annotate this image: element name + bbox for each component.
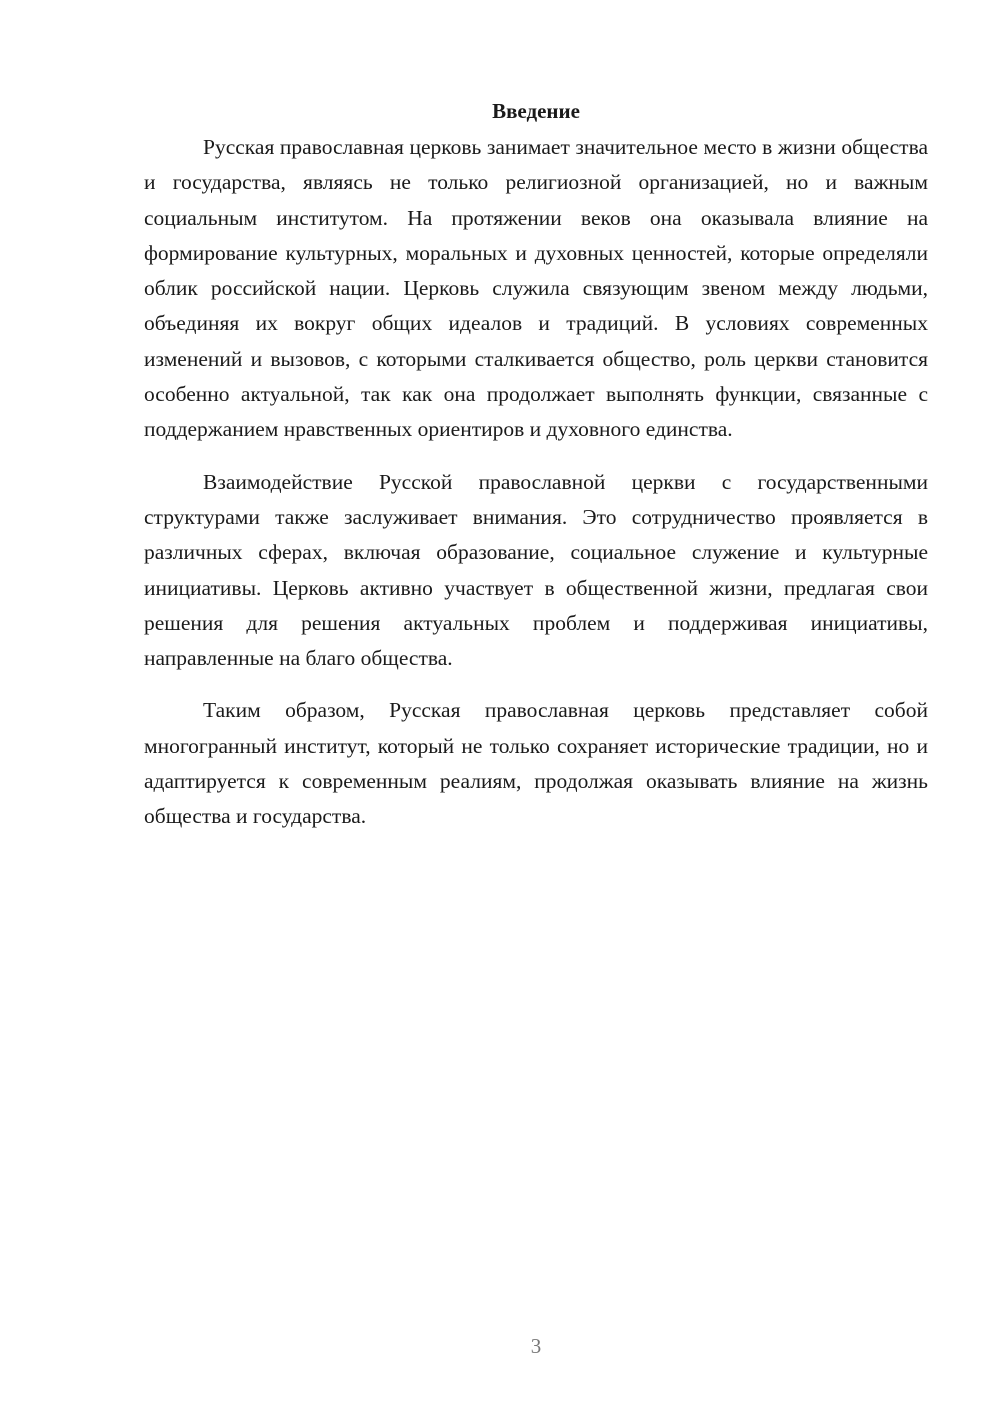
paragraph-3: Таким образом, Русская православная церковь представляет собой многогранный институт, который не только сохраняет исторические традиции, но и адаптируется к современным реалиям, продолжая оказывать влияние на жизнь общества и государства. bbox=[144, 698, 928, 829]
paragraph-1: Русская православная церковь занимает значительное место в жизни общества и государства, являясь не только религиозной организацией, но и важным социальным институтом. На протяжении веков она оказывала влияние на формирование культурных, моральных и духовных ценностей, которые определяли облик российской нации. Церковь служила связующим звеном между людьми, объединяя их вокруг общих идеалов и традиций. В условиях современных изменений и вызовов, с которыми сталкивается общество, роль церкви становится особенно актуальной, так как она продолжает выполнять функции, связанные с поддержанием нравственных ориентиров и духовного единства. bbox=[144, 135, 928, 442]
paragraph-2: Взаимодействие Русской православной церкви с государственными структурами также заслуживает внимания. Это сотрудничество проявляется в различных сферах, включая образование, социальное служение и культурные инициативы. Церковь активно участвует в общественной жизни, предлагая свои решения для решения актуальных проблем и поддерживая инициативы, направленные на благо общества. bbox=[144, 469, 928, 671]
page-title: Введение bbox=[492, 99, 580, 123]
page-content bbox=[144, 96, 928, 835]
page-number: 3 bbox=[530, 1334, 542, 1358]
